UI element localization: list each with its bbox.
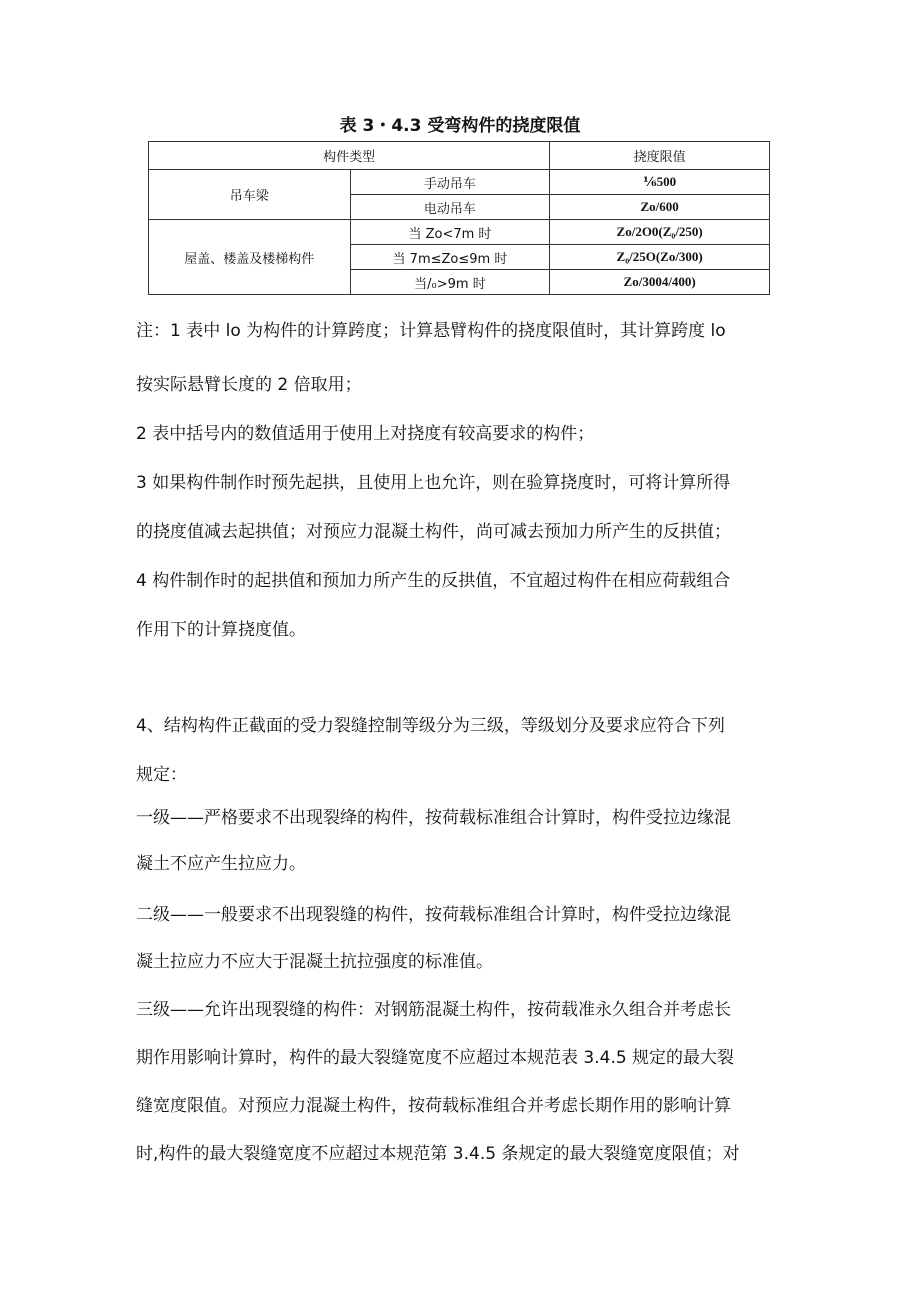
limit-cell: Z₀/25O(Zo/300) xyxy=(550,245,770,270)
body-line: 凝土不应产生拉应力。 xyxy=(136,854,306,874)
note-line: 4 构件制作时的起拱值和预加力所产生的反拱值，不宜超过构件在相应荷载组合 xyxy=(136,571,731,591)
limit-cell: Zo/3004/400) xyxy=(550,270,770,295)
deflection-limit-table xyxy=(148,141,770,295)
note-line: 2 表中括号内的数值适用于使用上对挠度有较高要求的构件； xyxy=(136,424,595,444)
condition-cell: 当 7m≤Zo≤9m 时 xyxy=(350,245,550,270)
condition-cell: 当 Zo<7m 时 xyxy=(350,220,550,245)
note-line: 的挠度值减去起拱值；对预应力混凝土构件，尚可减去预加力所产生的反拱值； xyxy=(136,522,731,542)
note-line: 按实际悬臂长度的 2 倍取用； xyxy=(136,375,362,395)
category-cell: 屋盖、楼盖及楼梯构件 xyxy=(149,220,351,295)
header-member-type: 构件类型 xyxy=(149,142,550,170)
limit-cell: Zo/600 xyxy=(550,195,770,220)
body-line: 一级——严格要求不出现裂绛的构件，按荷载标准组合计算时，构件受拉边缘混 xyxy=(136,808,731,828)
table-title: 表 3・4.3 受弯构件的挠度限值 xyxy=(339,116,581,136)
table-row xyxy=(149,170,770,195)
category-cell: 吊车梁 xyxy=(149,170,351,220)
body-line: 4、结构构件正截面的受力裂缝控制等级分为三级，等级划分及要求应符合下列 xyxy=(136,716,725,736)
body-line: 缝宽度限值。对预应力混凝土构件，按荷载标准组合并考虑长期作用的影响计算 xyxy=(136,1096,731,1116)
limit-cell: Zo/2O0(Z₀/250) xyxy=(550,220,770,245)
table-header-row xyxy=(149,142,770,170)
body-line: 三级——允许出现裂缝的构件：对钢筋混凝土构件，按荷载准永久组合并考虑长 xyxy=(136,1000,731,1020)
note-line: 作用下的计算挠度值。 xyxy=(136,620,306,640)
body-line: 凝土拉应力不应大于混凝土抗拉强度的标准值。 xyxy=(136,952,493,972)
condition-cell: 电动吊车 xyxy=(350,195,550,220)
body-line: 期作用影响计算时，构件的最大裂缝宽度不应超过本规范表 3.4.5 规定的最大裂 xyxy=(136,1048,735,1068)
header-deflection-limit: 挠度限值 xyxy=(550,142,770,170)
body-line: 规定： xyxy=(136,765,187,785)
body-line: 二级——一般要求不出现裂缝的构件，按荷载标准组合计算时，构件受拉边缘混 xyxy=(136,905,731,925)
note-line: 3 如果构件制作时预先起拱，且使用上也允许，则在验算挠度时，可将计算所得 xyxy=(136,473,731,493)
table-row xyxy=(149,220,770,245)
note-line: 注：1 表中 lo 为构件的计算跨度；计算悬臂构件的挠度限值时，其计算跨度 lo xyxy=(136,321,726,341)
body-line: 时,构件的最大裂缝宽度不应超过本规范第 3.4.5 条规定的最大裂缝宽度限值；对 xyxy=(136,1144,740,1164)
condition-cell: 手动吊车 xyxy=(350,170,550,195)
condition-cell: 当/₀>9m 时 xyxy=(350,270,550,295)
limit-cell: ⅙500 xyxy=(550,170,770,195)
